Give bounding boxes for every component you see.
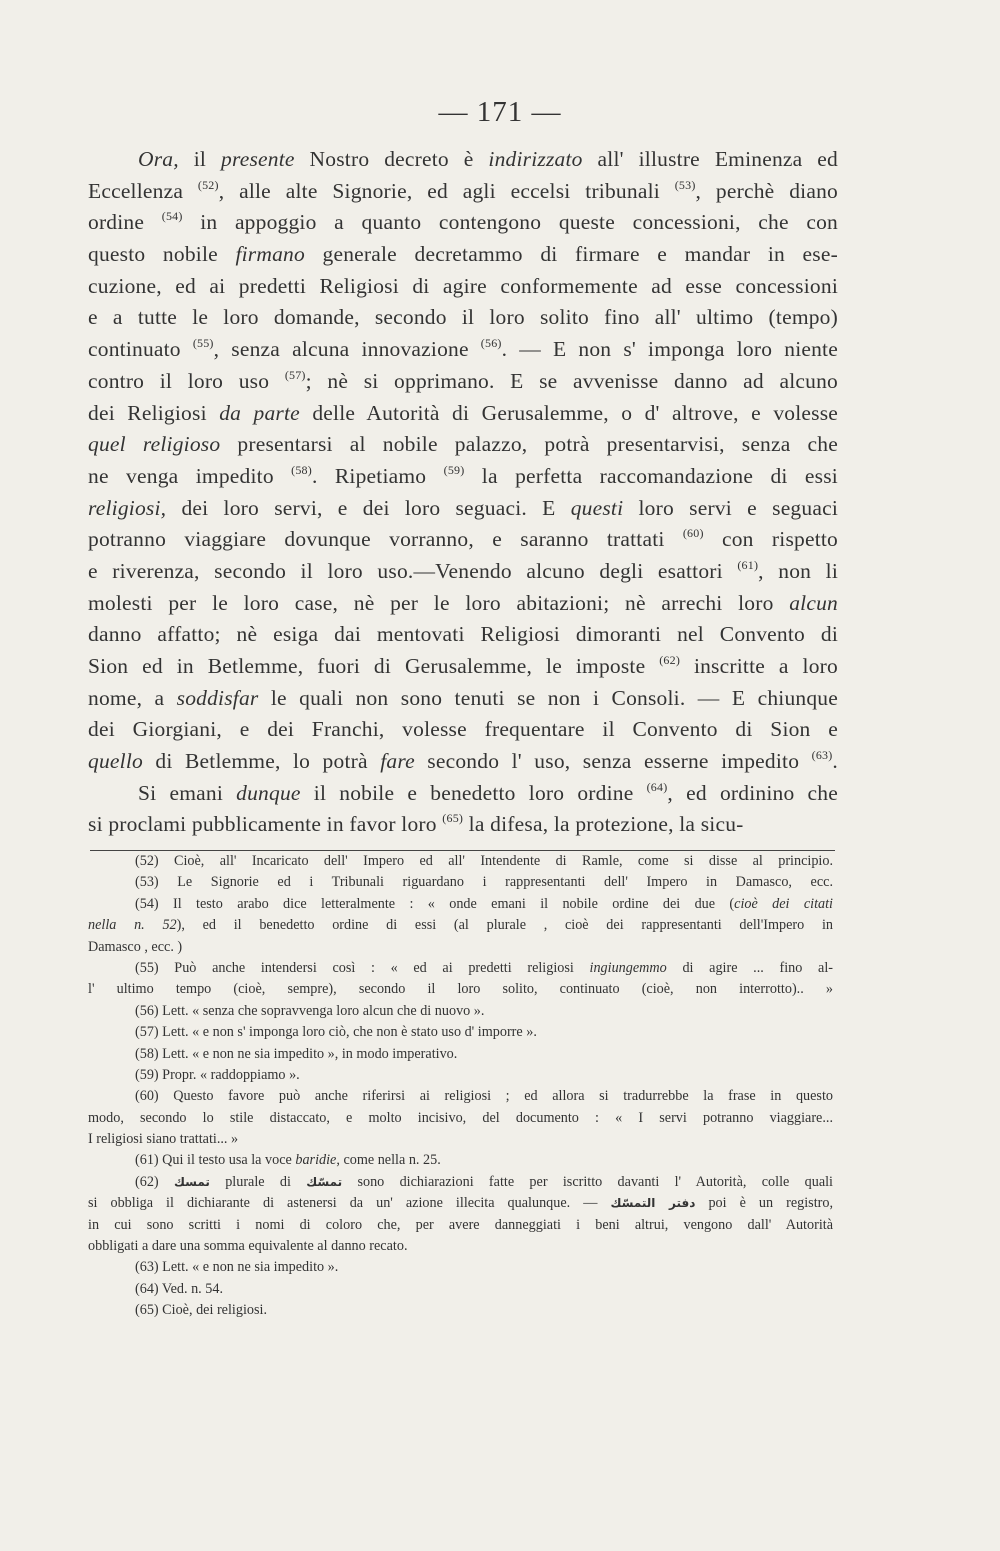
footnote-line: (62) تمسك plurale di تمسّك sono dichiarazioni fatte per iscritto davanti l' Autorità, colle quali [135,1173,834,1190]
footnotes [88,851,833,1322]
footnote-line: obbligati a dare una somma equivalente al danno recato. [88,1238,408,1255]
text-line: cuzione, ed ai predetti Religiosi di agire conformemente ad esse concessioni [88,273,838,298]
footnote-line: (64) Ved. n. 54. [135,1280,224,1297]
footnote-line: (57) Lett. « e non s' imponga loro ciò, che non è stato uso d' imporre ». [135,1024,537,1041]
text-line: e riverenza, secondo il loro uso.—Venendo alcuno degli esattori $^{(61)}$, non li [88,557,839,583]
text-line: nome, a soddisfar le quali non sono tenuti se non i Consoli. — E chiunque [88,685,838,710]
footnote-line: (61) Qui il testo usa la voce baridie, come nella n. 25. [135,1152,441,1169]
text-line: danno affatto; nè esiga dai mentovati Religiosi dimoranti nel Convento di [88,622,838,647]
footnote-line: (59) Propr. « raddoppiamo ». [135,1066,300,1083]
text-line: ne venga impedito $^{(58)}$. Ripetiamo $^{(59)}$ la perfetta raccomandazione di essi [88,462,838,488]
text-line: Sion ed in Betlemme, fuori di Gerusalemme, le imposte $^{(62)}$ inscritte a loro [88,653,838,678]
footnote-line: (55) Può anche intendersi così : « ed ai predetti religiosi ingiungemmo di agire ... fino al- [135,959,833,976]
text-line: quel religioso presentarsi al nobile palazzo, potrà presentarvisi, senza che [88,432,838,457]
footnote-line: (60) Questo favore può anche riferirsi ai religiosi ; ed allora si tradurrebbe la frase in questo [135,1088,833,1105]
text-line: contro il loro uso $^{(57)}$; nè si opprimano. E se avvenisse danno ad alcuno [88,367,838,393]
text-line: ordine $^{(54)}$ in appoggio a quanto contengono queste concessioni, che con [88,209,838,235]
footnote-line: (54) Il testo arabo dice letteralmente : « onde emani il nobile ordine dei due (cioè dei citati [135,895,833,912]
footnote-line: I religiosi siano trattati... » [88,1131,239,1148]
footnote-line: si obbliga il dichiarante di astenersi da un' azione illecita qualunque. — دفتر التمسّك poi è un registro, [88,1195,834,1212]
text-line: Ora, il presente Nostro decreto è indirizzato all' illustre Eminenza ed [138,147,838,171]
text-line: dei Giorgiani, e dei Franchi, volesse frequentare il Convento di Sion e [88,717,838,742]
text-line: continuato $^{(55)}$, senza alcuna innovazione $^{(56)}$. — E non s' imponga loro niente [88,336,838,362]
footnote-line: (63) Lett. « e non ne sia impedito ». [135,1259,339,1276]
footnote-line: (65) Cioè, dei religiosi. [135,1302,267,1319]
text-line: dei Religiosi da parte delle Autorità di Gerusalemme, o d' altrove, e volesse [88,400,839,425]
footnote-line: in cui sono scritti i nomi di coloro che, per avere danneggiati i beni altrui, vengono dall' Autorità [88,1216,833,1233]
text-line: e a tutte le loro domande, secondo il loro solito fino all' ultimo (tempo) [88,305,838,330]
text-line: religiosi, dei loro servi, e dei loro seguaci. E questi loro servi e seguaci [88,495,838,520]
text-line: quello di Betlemme, lo potrà fare secondo l' uso, senza esserne impedito $^{(63)}$. [88,748,838,774]
text-line: questo nobile firmano generale decretammo di firmare e mandar in ese- [88,242,838,267]
footnote-line: l' ultimo tempo (cioè, sempre), secondo il loro solito, continuato (cioè, non interrotto).. » [88,981,833,998]
footnote-line: modo, secondo lo stile distaccato, e molto incisivo, del documento : « I servi potranno viaggiare... [88,1109,833,1126]
footnote-line: (53) Le Signorie ed i Tribunali riguardano i rappresentanti dell' Impero in Damasco, ecc. [135,874,833,891]
text-line: Si emani dunque il nobile e benedetto loro ordine $^{(64)}$, ed ordinino che [138,779,838,805]
footnote-line: (56) Lett. « senza che sopravvenga loro alcun che di nuovo ». [135,1002,485,1019]
text-line: potranno viaggiare dovunque vorranno, e saranno trattati $^{(60)}$ con rispetto [88,526,839,552]
text-line: molesti per le loro case, nè per le loro abitazioni; nè arrechi loro alcun [88,590,838,615]
main-text [88,144,838,841]
footnote-line: (52) Cioè, all' Incaricato dell' Impero ed all' Intendente di Ramle, come si disse al principio. [135,853,833,869]
footnote-line: nella n. 52), ed il benedetto ordine di essi (al plurale , cioè dei rappresentanti dell'Impero in [88,917,833,934]
footnote-line: (58) Lett. « e non ne sia impedito », in modo imperativo. [135,1045,458,1062]
text-line: Eccellenza $^{(52)}$, alle alte Signorie, ed agli eccelsi tribunali $^{(53)}$, perchè diano [88,177,838,203]
footnote-line: Damasco , ecc. ) [88,938,183,955]
page-number: — 171 — [438,96,562,128]
text-line: si proclami pubblicamente in favor loro $^{(65)}$ la difesa, la protezione, la sicu- [88,811,744,837]
